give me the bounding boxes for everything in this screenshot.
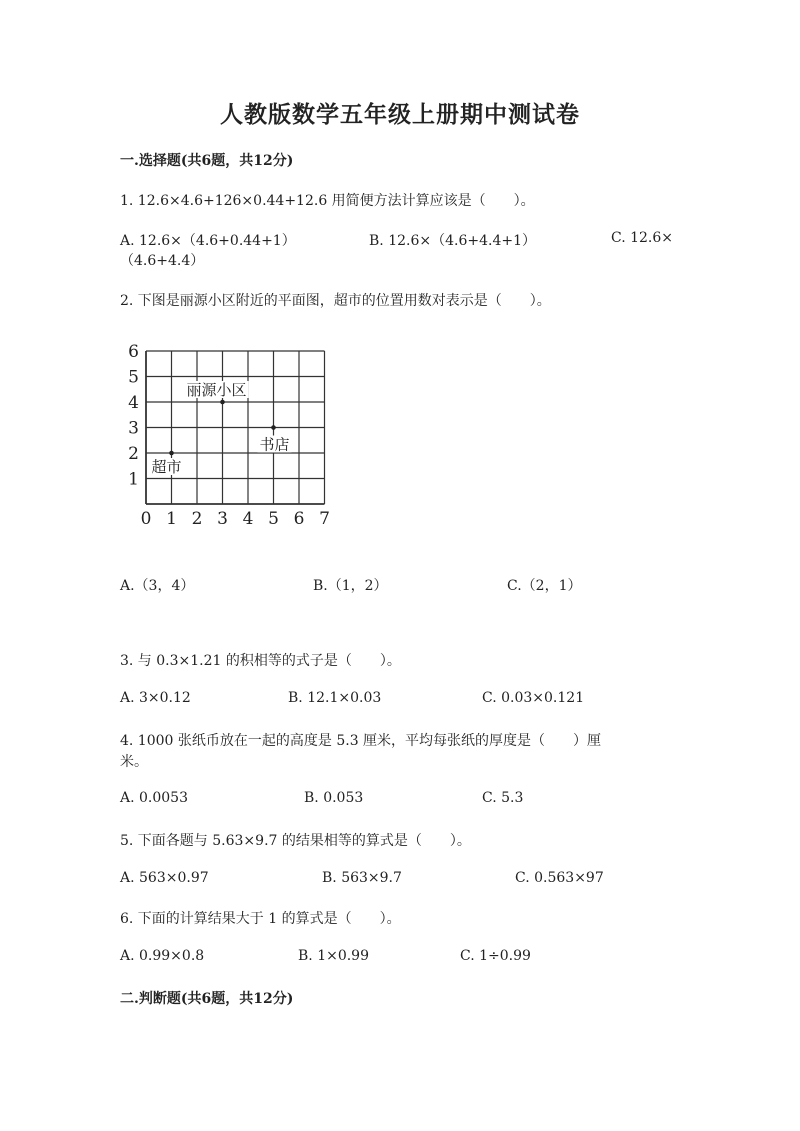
location-point	[271, 425, 276, 430]
y-axis-tick-label: 1	[128, 469, 139, 490]
location-label: 超市	[151, 458, 182, 476]
question-4-text: 4. 1000 张纸币放在一起的高度是 5.3 厘米，平均每张纸的厚度是（ ）厘	[120, 733, 602, 749]
question-5-option-b: B. 563×9.7	[322, 870, 402, 886]
question-6-option-a: A. 0.99×0.8	[120, 948, 205, 964]
question-1-text: 1. 12.6×4.6+126×0.44+12.6 用简便方法计算应该是（ ）。	[120, 193, 535, 209]
question-2-text: 2. 下图是丽源小区附近的平面图，超市的位置用数对表示是（ ）。	[120, 293, 551, 309]
y-axis-tick-label: 5	[128, 367, 139, 388]
y-axis-tick-label: 4	[128, 393, 139, 413]
page-title: 人教版数学五年级上册期中测试卷	[220, 101, 580, 128]
question-2-option-c: C.（2，1）	[507, 578, 582, 594]
question-3-option-b: B. 12.1×0.03	[288, 690, 382, 706]
x-axis-tick-label: 4	[242, 509, 254, 529]
question-5-option-c: C. 0.563×97	[515, 870, 604, 886]
question-3-text: 3. 与 0.3×1.21 的积相等的式子是（ ）。	[120, 653, 401, 669]
y-axis-tick-label: 6	[128, 342, 139, 362]
question-3-option-c: C. 0.03×0.121	[482, 690, 585, 706]
x-axis-tick-label: 5	[268, 509, 279, 529]
section-heading-judgement: 二.判断题(共6题，共12分)	[120, 991, 294, 1007]
question-2-option-b: B.（1，2）	[313, 578, 388, 594]
y-axis-tick-label: 3	[128, 418, 139, 439]
question-4-option-a: A. 0.0053	[120, 790, 188, 806]
x-axis-tick-label: 3	[217, 509, 228, 529]
question-4-text-line2: 米。	[120, 754, 148, 770]
coordinate-grid-figure	[122, 338, 342, 533]
question-1-option-c-continuation: （4.6+4.4）	[120, 253, 205, 269]
x-axis-tick-label: 7	[319, 509, 330, 529]
x-axis-tick-label: 1	[166, 509, 177, 529]
question-2-option-a: A.（3，4）	[120, 578, 195, 594]
x-axis-tick-label: 2	[191, 509, 203, 529]
question-6-text: 6. 下面的计算结果大于 1 的算式是（ ）。	[120, 911, 401, 927]
question-3-option-a: A. 3×0.12	[120, 690, 191, 706]
location-label: 书店	[259, 435, 290, 454]
location-label: 丽源小区	[186, 381, 247, 399]
question-4-option-b: B. 0.053	[304, 790, 364, 806]
location-point	[169, 451, 174, 456]
question-5-option-a: A. 563×0.97	[120, 870, 209, 886]
question-1-option-a: A. 12.6×（4.6+0.44+1）	[120, 233, 296, 249]
x-axis-tick-label: 0	[140, 509, 152, 529]
section-heading-choice: 一.选择题(共6题，共12分)	[120, 153, 294, 169]
question-6-option-b: B. 1×0.99	[298, 948, 369, 964]
question-1-option-b: B. 12.6×（4.6+4.4+1）	[369, 233, 536, 249]
x-axis-tick-label: 6	[293, 509, 305, 529]
question-5-text: 5. 下面各题与 5.63×9.7 的结果相等的算式是（ ）。	[120, 833, 471, 849]
location-point	[220, 400, 225, 405]
question-1-option-c: C. 12.6×	[611, 230, 674, 246]
y-axis-tick-label: 2	[128, 444, 139, 464]
question-6-option-c: C. 1÷0.99	[460, 948, 531, 964]
question-4-option-c: C. 5.3	[482, 790, 524, 806]
